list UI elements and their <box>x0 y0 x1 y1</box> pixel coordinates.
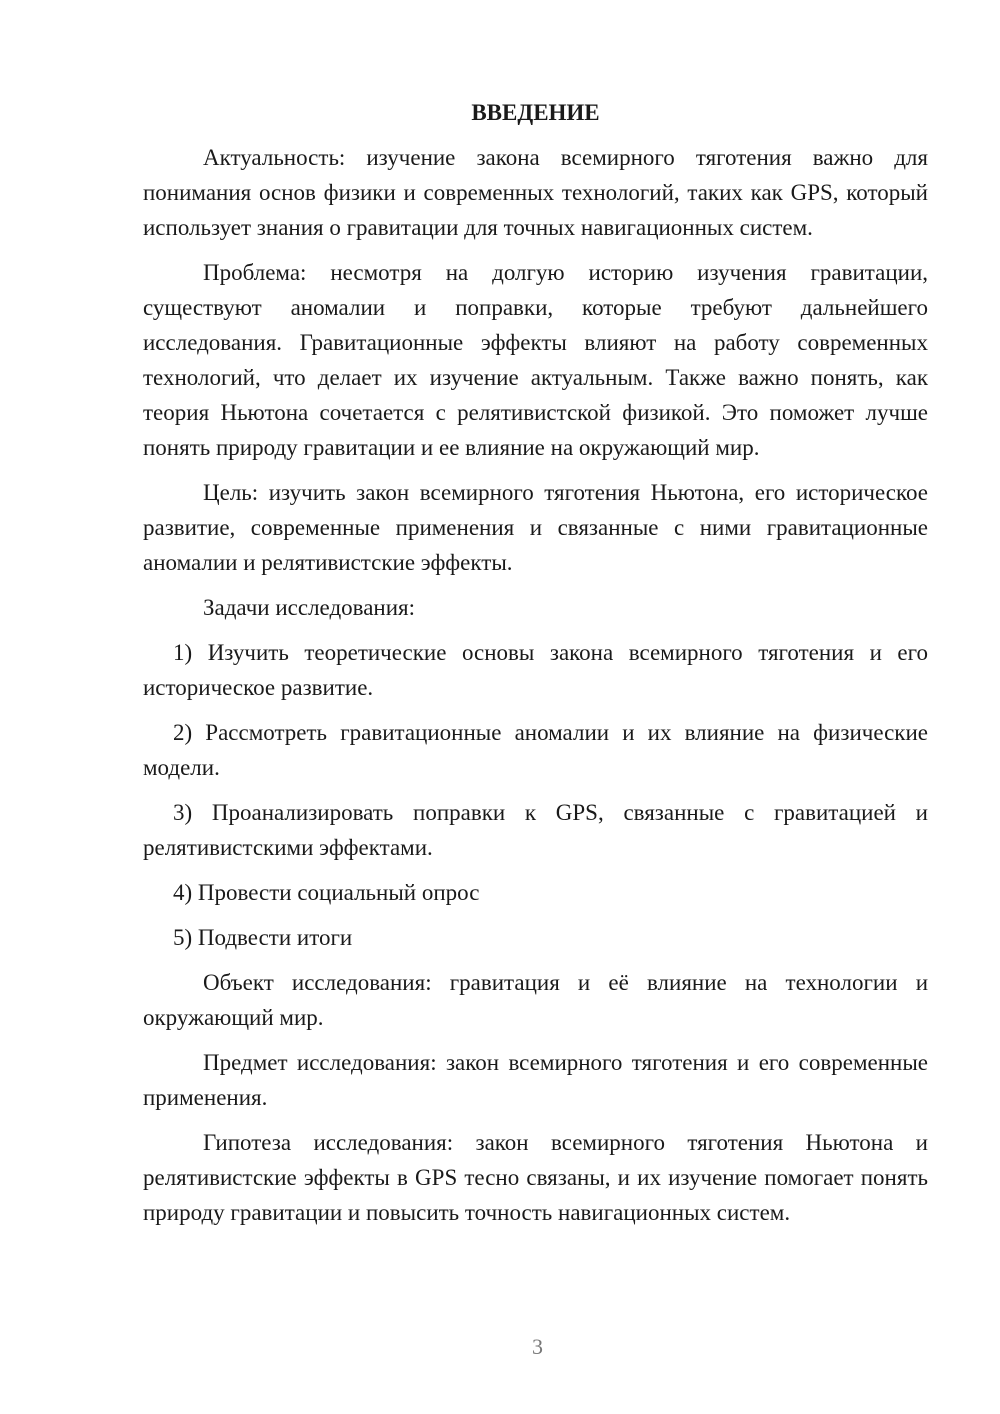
paragraph-hypothesis: Гипотеза исследования: закон всемирного тяготения Ньютона и релятивистские эффекты в GPS тесно связаны, и их изучение помогает понять природу гравитации и повысить точность навигационных систем. <box>143 1130 928 1225</box>
list-item: 3) Проанализировать поправки к GPS, связанные с гравитацией и релятивистскими эффектами. <box>143 800 928 860</box>
document-page <box>143 95 928 1240</box>
paragraph-subject: Предмет исследования: закон всемирного тяготения и его современные применения. <box>143 1050 928 1110</box>
page-number: 3 <box>532 1334 543 1359</box>
paragraph-relevance: Актуальность: изучение закона всемирного тяготения важно для понимания основ физики и современных технологий, таких как GPS, который использует знания о гравитации для точных навигационных систем. <box>143 145 928 240</box>
list-item: 4) Провести социальный опрос <box>173 880 480 905</box>
list-item: 5) Подвести итоги <box>173 925 353 950</box>
list-item: 1) Изучить теоретические основы закона всемирного тяготения и его историческое развитие. <box>143 640 928 700</box>
tasks-heading: Задачи исследования: <box>203 595 416 620</box>
page-title: ВВЕДЕНИЕ <box>471 100 600 125</box>
paragraph-problem: Проблема: несмотря на долгую историю изучения гравитации, существуют аномалии и поправки, которые требуют дальнейшего исследования. Гравитационные эффекты влияют на работу современных технологий, что делает их изучение актуальным. Также важно понять, как теория Ньютона сочетается с релятивистской физикой. Это поможет лучше понять природу гравитации и ее влияние на окружающий мир. <box>143 260 928 460</box>
paragraph-object: Объект исследования: гравитация и её влияние на технологии и окружающий мир. <box>143 970 928 1030</box>
paragraph-goal: Цель: изучить закон всемирного тяготения Ньютона, его историческое развитие, современные применения и связанные с ними гравитационные аномалии и релятивистские эффекты. <box>143 480 928 575</box>
list-item: 2) Рассмотреть гравитационные аномалии и их влияние на физические модели. <box>143 720 928 780</box>
